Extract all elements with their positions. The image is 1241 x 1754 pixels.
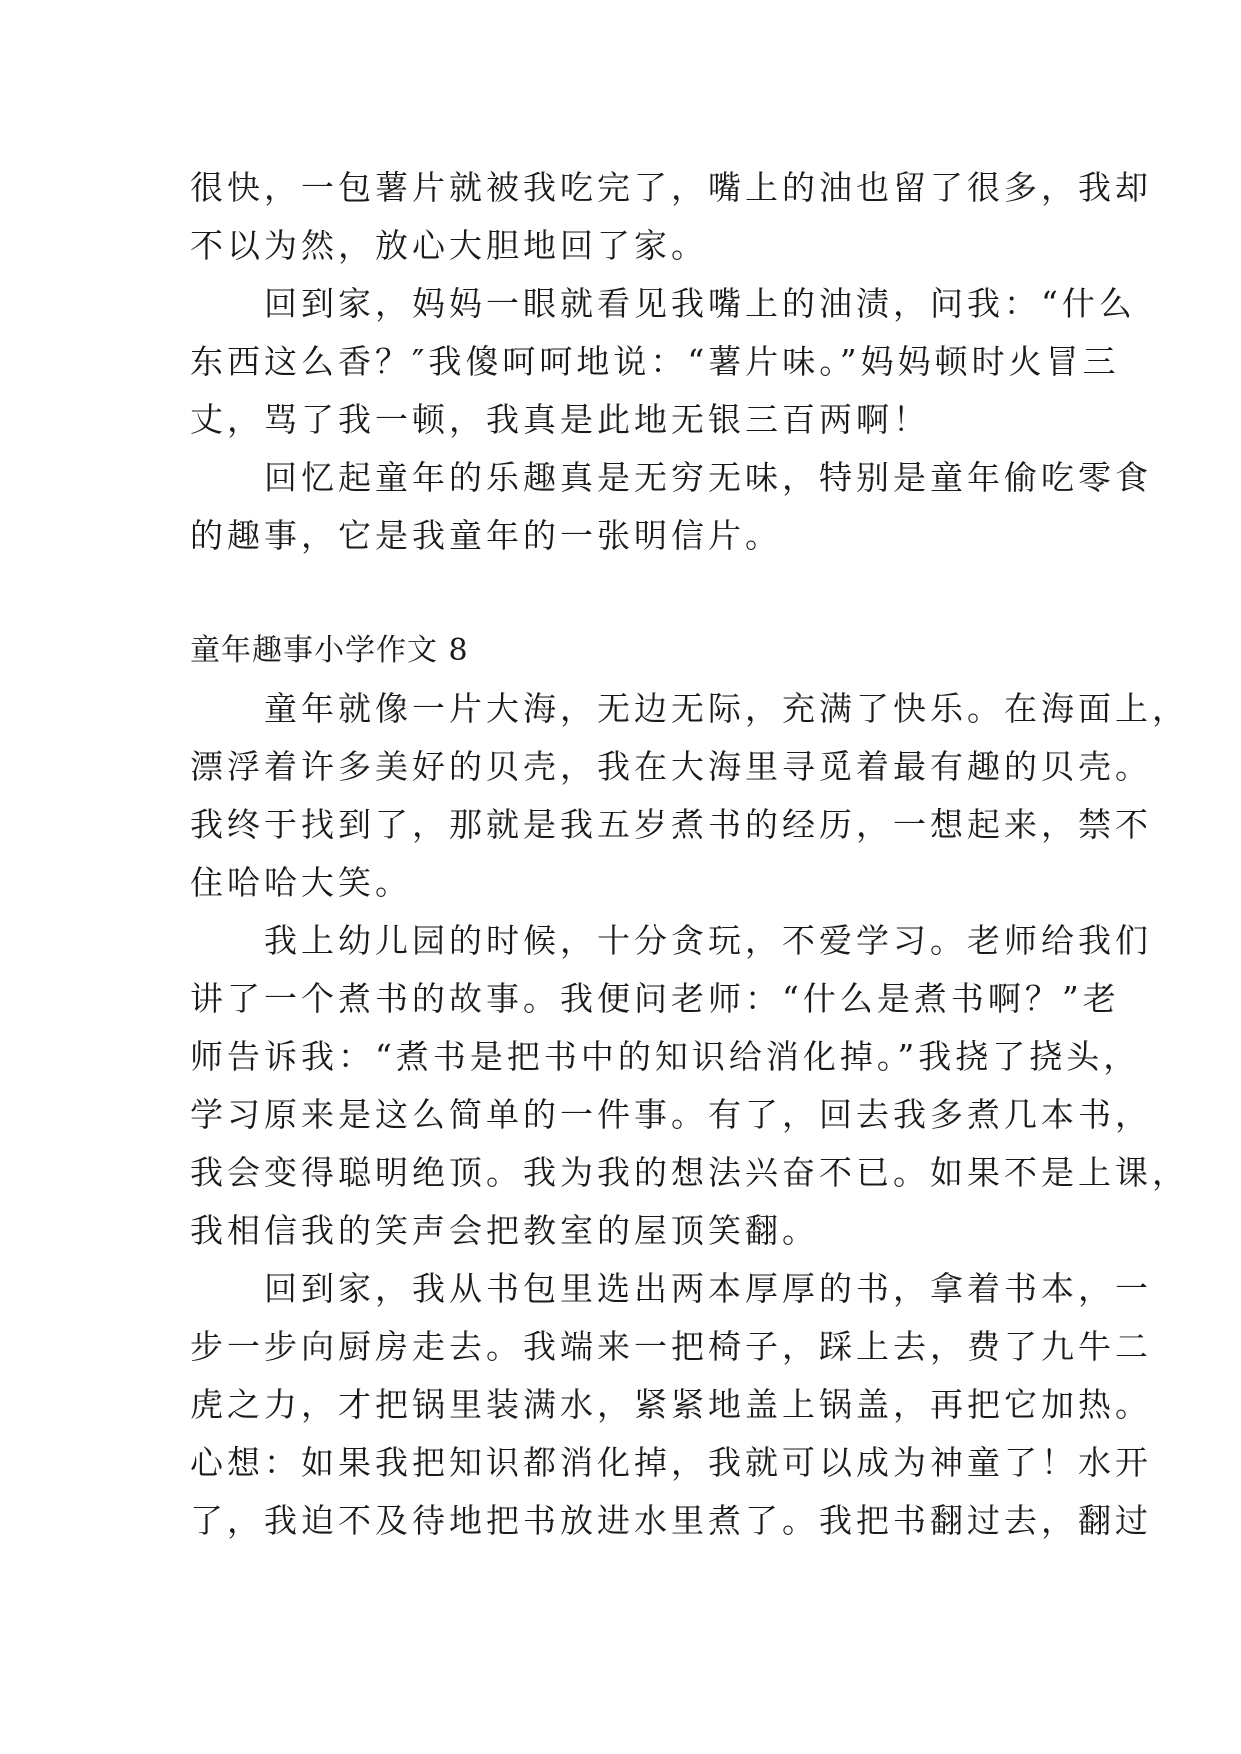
text-line: 步一步向厨房走去。我端来一把椅子，踩上去，费了九牛二 [190, 1327, 1152, 1366]
text-line: 回到家，妈妈一眼就看见我嘴上的油渍，问我：“什么 [190, 284, 1136, 323]
text-line: 我相信我的笑声会把教室的屋顶笑翻。 [190, 1211, 819, 1250]
text-line: 我会变得聪明绝顶。我为我的想法兴奋不已。如果不是上课， [190, 1153, 1189, 1192]
text-line: 师告诉我：“煮书是把书中的知识给消化掉。”我挠了挠头， [190, 1037, 1141, 1076]
text-line: 住哈哈大笑。 [190, 863, 412, 902]
text-line: 不以为然，放心大胆地回了家。 [190, 226, 708, 265]
text-line: 虎之力，才把锅里装满水，紧紧地盖上锅盖，再把它加热。 [190, 1385, 1152, 1424]
text-line: 我上幼儿园的时候，十分贪玩，不爱学习。老师给我们 [190, 921, 1152, 960]
text-line: 讲了一个煮书的故事。我便问老师：“什么是煮书啊？”老 [190, 979, 1120, 1018]
text-line: 我终于找到了，那就是我五岁煮书的经历，一想起来，禁不 [190, 805, 1152, 844]
text-line: 心想：如果我把知识都消化掉，我就可以成为神童了！水开 [190, 1443, 1152, 1482]
text-line: 回到家，我从书包里选出两本厚厚的书，拿着书本，一 [190, 1269, 1152, 1308]
text-line: 东西这么香？″我傻呵呵地说：“薯片味。”妈妈顿时火冒三 [190, 342, 1120, 381]
text-line: 学习原来是这么简单的一件事。有了，回去我多煮几本书， [190, 1095, 1152, 1134]
text-line: 的趣事，它是我童年的一张明信片。 [190, 516, 782, 555]
text-line: 丈，骂了我一顿，我真是此地无银三百两啊！ [190, 400, 930, 439]
text-line: 很快，一包薯片就被我吃完了，嘴上的油也留了很多，我却 [190, 168, 1152, 207]
text-line: 漂浮着许多美好的贝壳，我在大海里寻觅着最有趣的贝壳。 [190, 747, 1152, 786]
text-line: 了，我迫不及待地把书放进水里煮了。我把书翻过去，翻过 [190, 1501, 1152, 1540]
text-line: 回忆起童年的乐趣真是无穷无味，特别是童年偷吃零食 [190, 458, 1152, 497]
text-line: 童年就像一片大海，无边无际，充满了快乐。在海面上， [190, 689, 1189, 728]
section-title: 童年趣事小学作文 8 [190, 633, 469, 668]
